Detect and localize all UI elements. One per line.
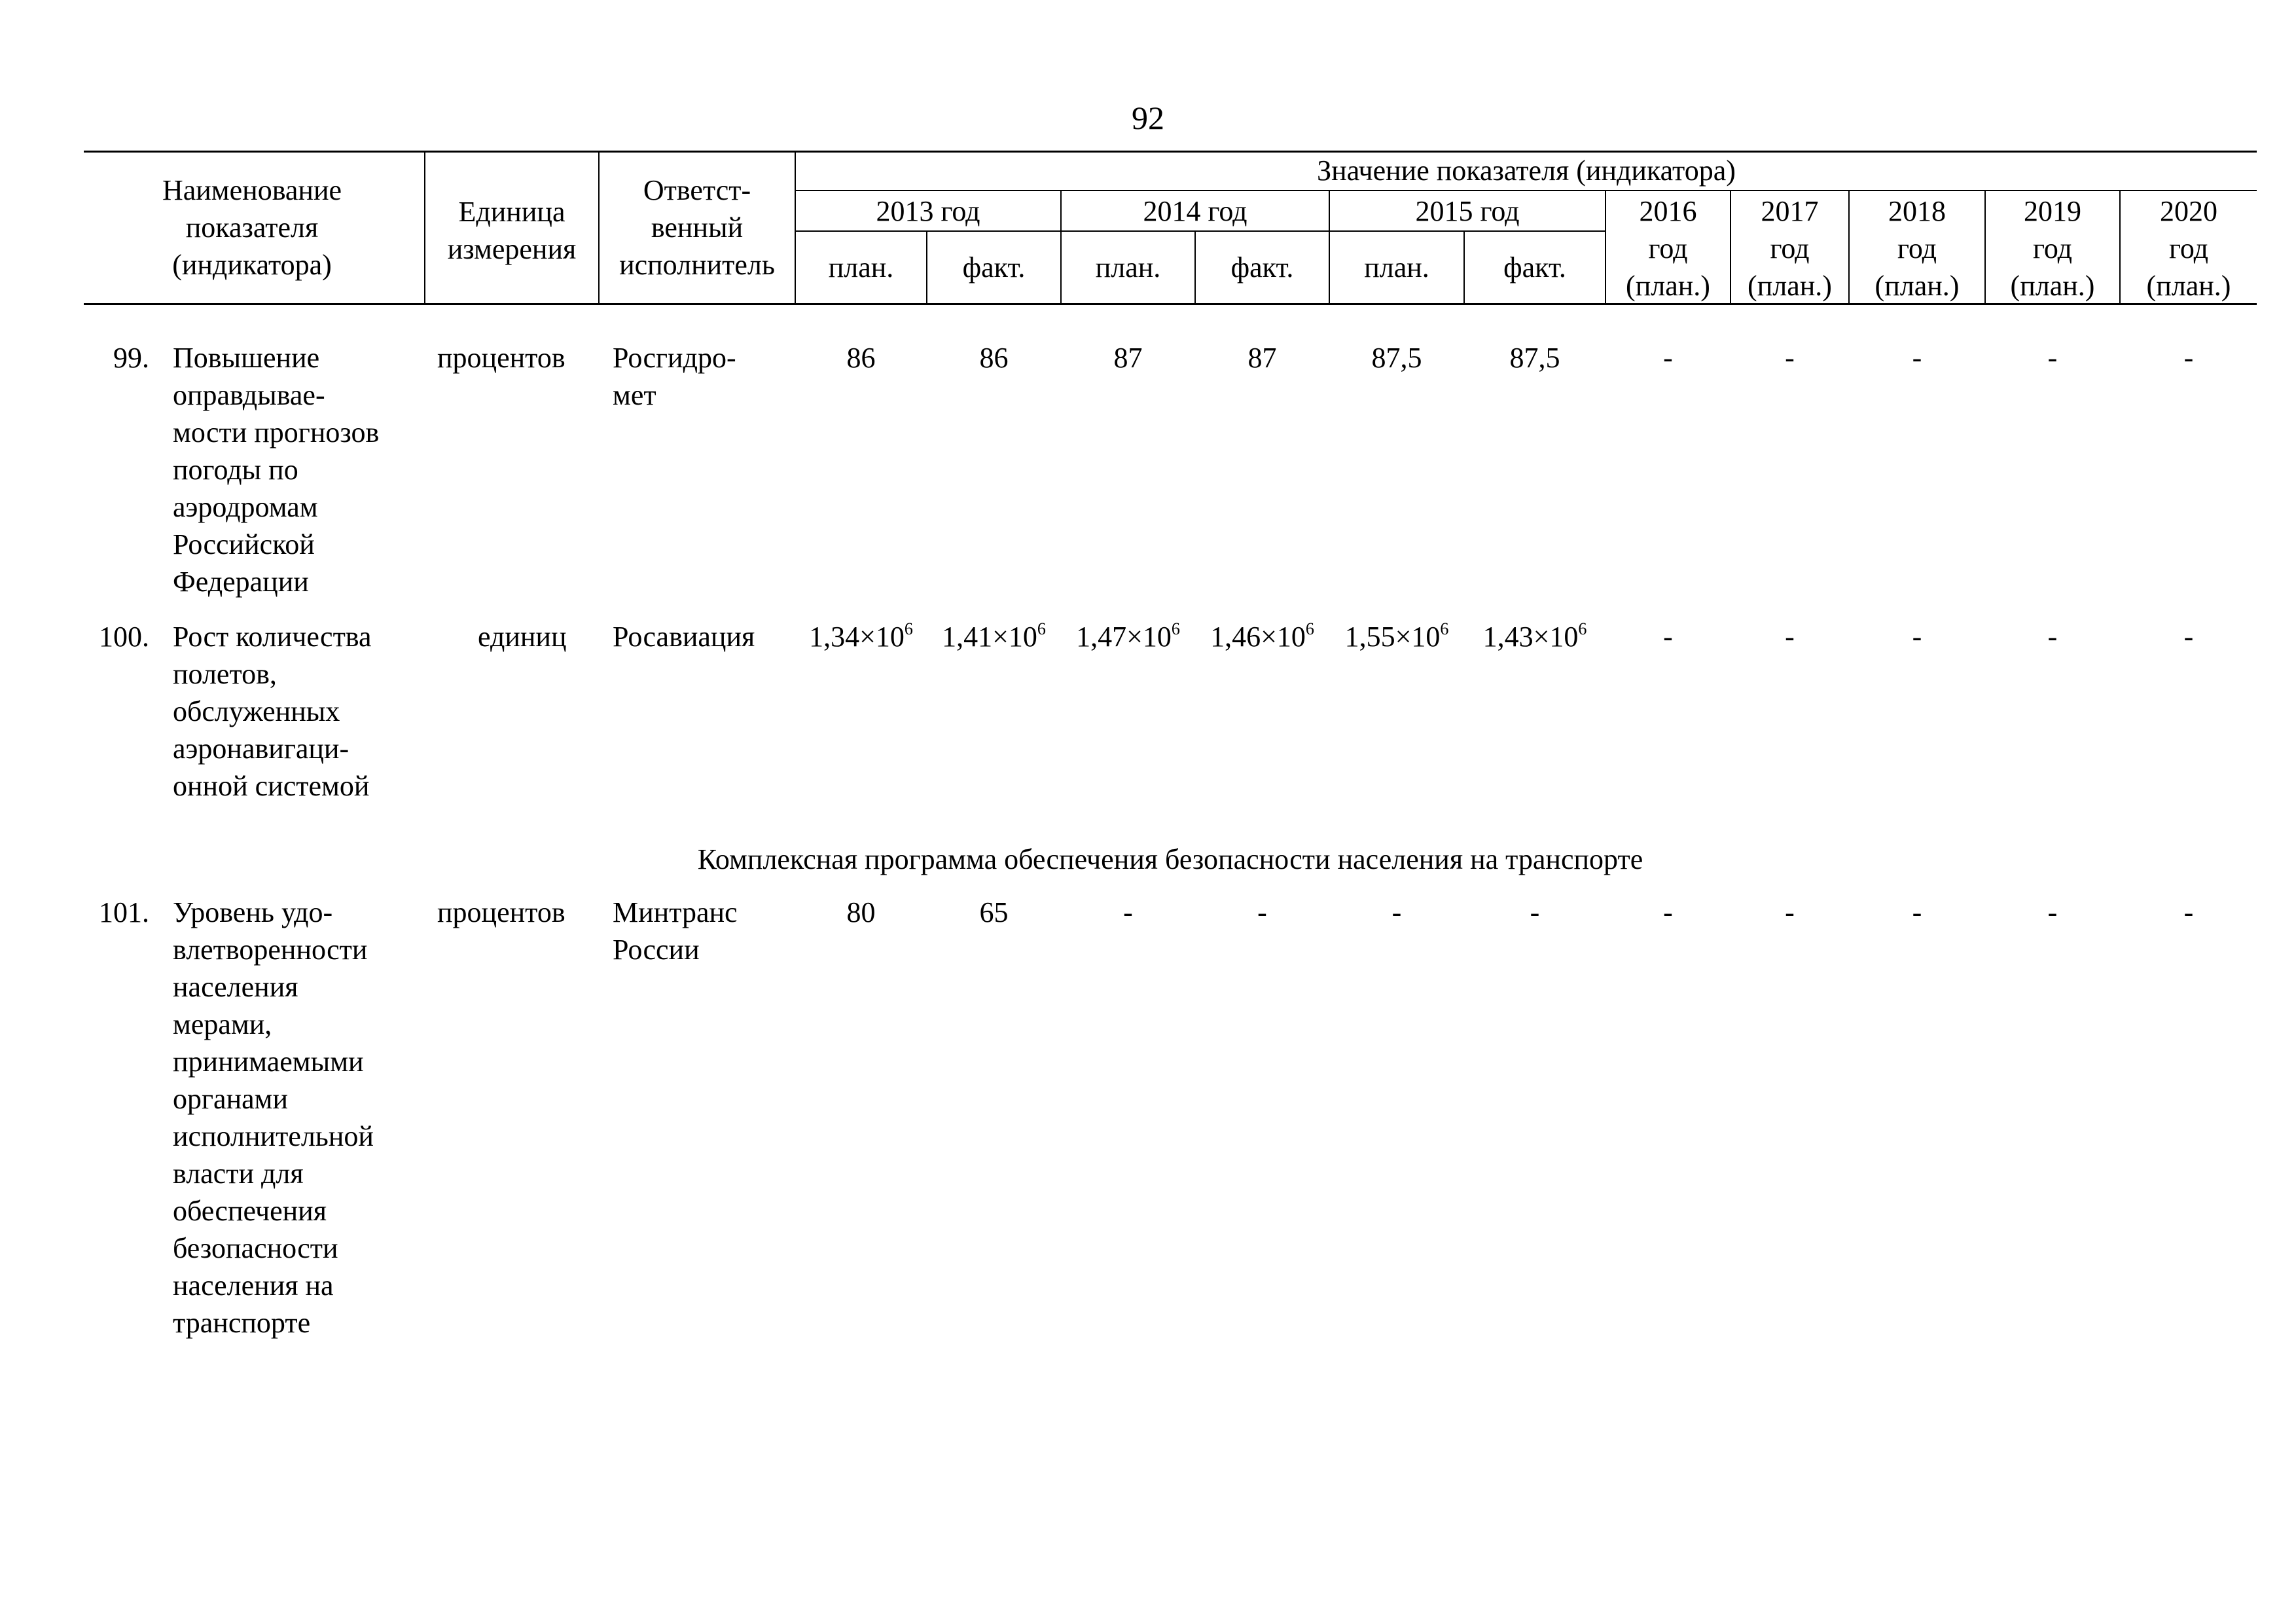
header-god-2016: год (1648, 232, 1688, 264)
value-2018: - (1912, 342, 1922, 374)
value-2017: - (1785, 342, 1795, 374)
value-2020: - (2183, 896, 2194, 928)
row-number: 100. (99, 621, 149, 653)
value-2014-fact: - (1257, 896, 1267, 928)
row-name-line: безопасности (173, 1232, 338, 1264)
header-god-2018: год (1897, 232, 1937, 264)
header-fact-2013: факт. (962, 251, 1026, 283)
header-values-title: Значение показателя (индикатора) (1317, 155, 1736, 187)
header-year-2019: 2019 (2024, 195, 2081, 227)
header-year-2015: 2015 год (1415, 195, 1520, 227)
row-name-line: Рост количества (173, 621, 372, 653)
value-2014-plan: 87 (1113, 342, 1143, 374)
row-name-line: аэродромам (173, 491, 318, 523)
header-plan-2017: (план.) (1748, 270, 1832, 302)
row-name-line: мерами, (173, 1008, 272, 1040)
value-2015-plan: 87,5 (1371, 342, 1422, 374)
row-name-line: полетов, (173, 658, 277, 690)
value-2016: - (1663, 621, 1673, 653)
header-fact-2014: факт. (1230, 251, 1294, 283)
value-2019: - (2047, 342, 2058, 374)
row-name-line: населения (173, 971, 298, 1003)
header-resp-line2: венный (651, 211, 744, 244)
header-plan-2015: план. (1364, 251, 1429, 283)
row-name-line: исполнительной (173, 1120, 374, 1152)
header-unit-line1: Единица (458, 196, 565, 228)
value-2017: - (1785, 621, 1795, 653)
row-name-line: Уровень удо- (173, 896, 333, 928)
section-title: Комплексная программа обеспечения безопасности населения на транспорте (697, 843, 1643, 875)
header-year-2014: 2014 год (1143, 195, 1247, 227)
header-plan-2016: (план.) (1626, 270, 1710, 302)
header-resp-line3: исполнитель (619, 249, 775, 281)
row-number: 101. (99, 896, 149, 928)
row-responsible: Росавиация (613, 621, 755, 653)
value-2015-plan: $1,55\times 10^6$ (1344, 619, 1449, 653)
row-name-line: принимаемыми (173, 1046, 364, 1078)
value-2014-plan: - (1123, 896, 1133, 928)
value-2013-fact: 86 (979, 342, 1009, 374)
row-name-line: оправдывае- (173, 379, 325, 411)
header-year-2018: 2018 (1888, 195, 1946, 227)
value-2015-fact: $1,43\times 10^6$ (1482, 619, 1587, 653)
row-name-line: аэронавигаци- (173, 733, 350, 765)
header-plan-2020: (план.) (2146, 270, 2231, 302)
value-2013-fact: $1,41\times 10^6$ (942, 619, 1046, 653)
row-name-line: власти для (173, 1158, 304, 1190)
row-name-line: Российской (173, 528, 315, 560)
value-2018: - (1912, 896, 1922, 928)
value-2017: - (1785, 896, 1795, 928)
values-title-rule (795, 190, 2257, 191)
row-unit: процентов (437, 342, 565, 374)
row-name-line: мости прогнозов (173, 416, 380, 448)
row-unit: процентов (437, 896, 565, 928)
header-year-2017: 2017 (1761, 195, 1819, 227)
value-2016: - (1663, 896, 1673, 928)
page-number: 92 (1132, 100, 1164, 136)
row-responsible: России (613, 934, 700, 966)
header-resp-line1: Ответст- (643, 174, 751, 206)
row-name-line: влетворенности (173, 934, 368, 966)
row-name-line: обеспечения (173, 1195, 327, 1227)
value-2015-plan: - (1391, 896, 1402, 928)
value-2020: - (2183, 621, 2194, 653)
years-rule (795, 230, 1605, 232)
row-name-line: погоды по (173, 454, 298, 486)
value-2018: - (1912, 621, 1922, 653)
header-god-2020: год (2168, 232, 2209, 264)
value-2020: - (2183, 342, 2194, 374)
header-god-2019: год (2032, 232, 2073, 264)
value-2014-plan: $1,47\times 10^6$ (1076, 619, 1180, 653)
row-name-line: Федерации (173, 566, 309, 598)
row-name-line: органами (173, 1083, 289, 1115)
value-2013-plan: $1,34\times 10^6$ (809, 619, 913, 653)
header-name-line1: Наименование (162, 174, 342, 206)
header-plan-2014: план. (1095, 251, 1161, 283)
row-name-line: онной системой (173, 770, 370, 802)
header-year-2013: 2013 год (876, 195, 980, 227)
value-2019: - (2047, 621, 2058, 653)
row-name-line: обслуженных (173, 695, 340, 727)
header-fact-2015: факт. (1503, 251, 1566, 283)
header-year-2020: 2020 (2160, 195, 2217, 227)
header-plan-2018: (план.) (1874, 270, 1960, 302)
header-plan-2013: план. (828, 251, 894, 283)
row-number: 99. (113, 342, 149, 374)
header-name-line3: (индикатора) (172, 249, 332, 281)
value-2013-fact: 65 (979, 896, 1009, 928)
header-name-line2: показателя (185, 211, 319, 244)
header-year-2016: 2016 (1639, 195, 1697, 227)
row-responsible: Минтранс (613, 896, 738, 928)
header-god-2017: год (1770, 232, 1810, 264)
value-2014-fact: $1,46\times 10^6$ (1210, 619, 1314, 653)
value-2015-fact: - (1530, 896, 1540, 928)
row-name-line: Повышение (173, 342, 320, 374)
value-2014-fact: 87 (1247, 342, 1277, 374)
header-plan-2019: (план.) (2010, 270, 2095, 302)
row-unit: единиц (478, 621, 567, 653)
value-2015-fact: 87,5 (1509, 342, 1560, 374)
row-name-line: транспорте (173, 1307, 311, 1339)
value-2013-plan: 80 (846, 896, 876, 928)
header-unit-line2: измерения (447, 233, 577, 265)
row-responsible: мет (613, 379, 656, 411)
value-2016: - (1663, 342, 1673, 374)
row-responsible: Росгидро- (613, 342, 736, 374)
value-2013-plan: 86 (846, 342, 876, 374)
row-name-line: населения на (173, 1269, 334, 1302)
value-2019: - (2047, 896, 2058, 928)
